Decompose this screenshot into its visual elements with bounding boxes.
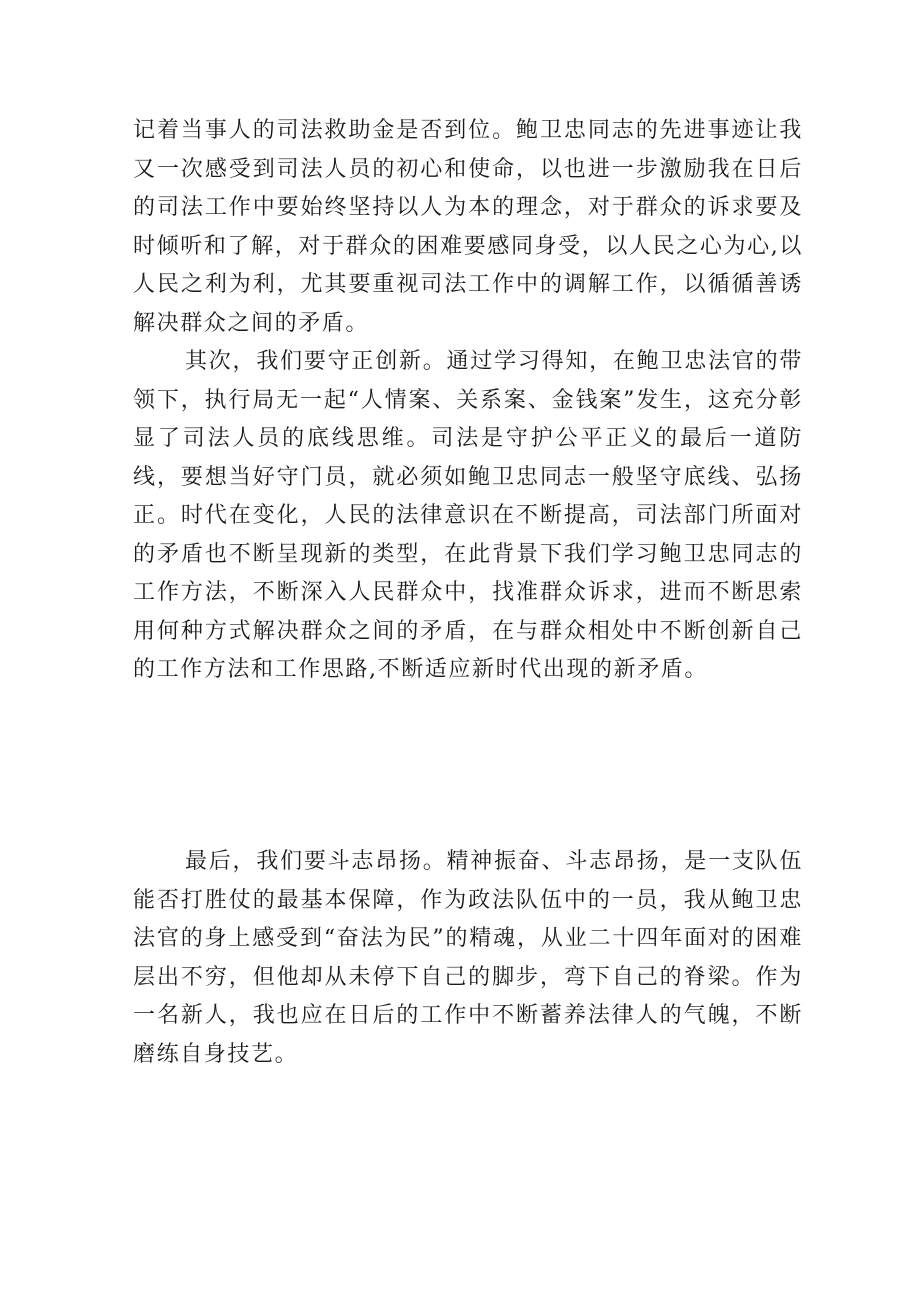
paragraph-text: 记着当事人的司法救助金是否到位。鲍卫忠同志的先进事迹让我又一次感受到司法人员的初心和使命，以也进一步激励我在日后的司法工作中要始终坚持以人为本的理念，对于群众的诉求要及时倾听和了解，对于群众的困难要感同身受，以人民之心为心,以人民之利为利，尤其要重视司法工作中的调解工作，以循循善诱解决群众之间的矛盾。	[133, 118, 803, 336]
paragraph-second	[133, 343, 803, 690]
paragraph-text: 最后，我们要斗志昂扬。精神振奋、斗志昂扬，是一支队伍能否打胜仗的最基本保障，作为政法队伍中的一员，我从鲍卫忠法官的身上感受到“奋法为民”的精魂，从业二十四年面对的困难层出不穷，但他却从未停下自己的脚步，弯下自己的脊梁。作为一名新人，我也应在日后的工作中不断蓄养法律人的气魄，不断磨练自身技艺。	[133, 849, 803, 1067]
paragraph-text: 其次，我们要守正创新。通过学习得知，在鲍卫忠法官的带领下，执行局无一起“人情案、关系案、金钱案”发生，这充分彰显了司法人员的底线思维。司法是守护公平正义的最后一道防线，要想当好守门员，就必须如鲍卫忠同志一般坚守底线、弘扬正。时代在变化，人民的法律意识在不断提高，司法部门所面对的矛盾也不断呈现新的类型，在此背景下我们学习鲍卫忠同志的工作方法，不断深入人民群众中，找准群众诉求，进而不断思索用何种方式解决群众之间的矛盾，在与群众相处中不断创新自己的工作方法和工作思路,不断适应新时代出现的新矛盾。	[133, 349, 803, 682]
paragraph-continuation	[133, 112, 803, 343]
paragraph-third	[133, 843, 803, 1074]
